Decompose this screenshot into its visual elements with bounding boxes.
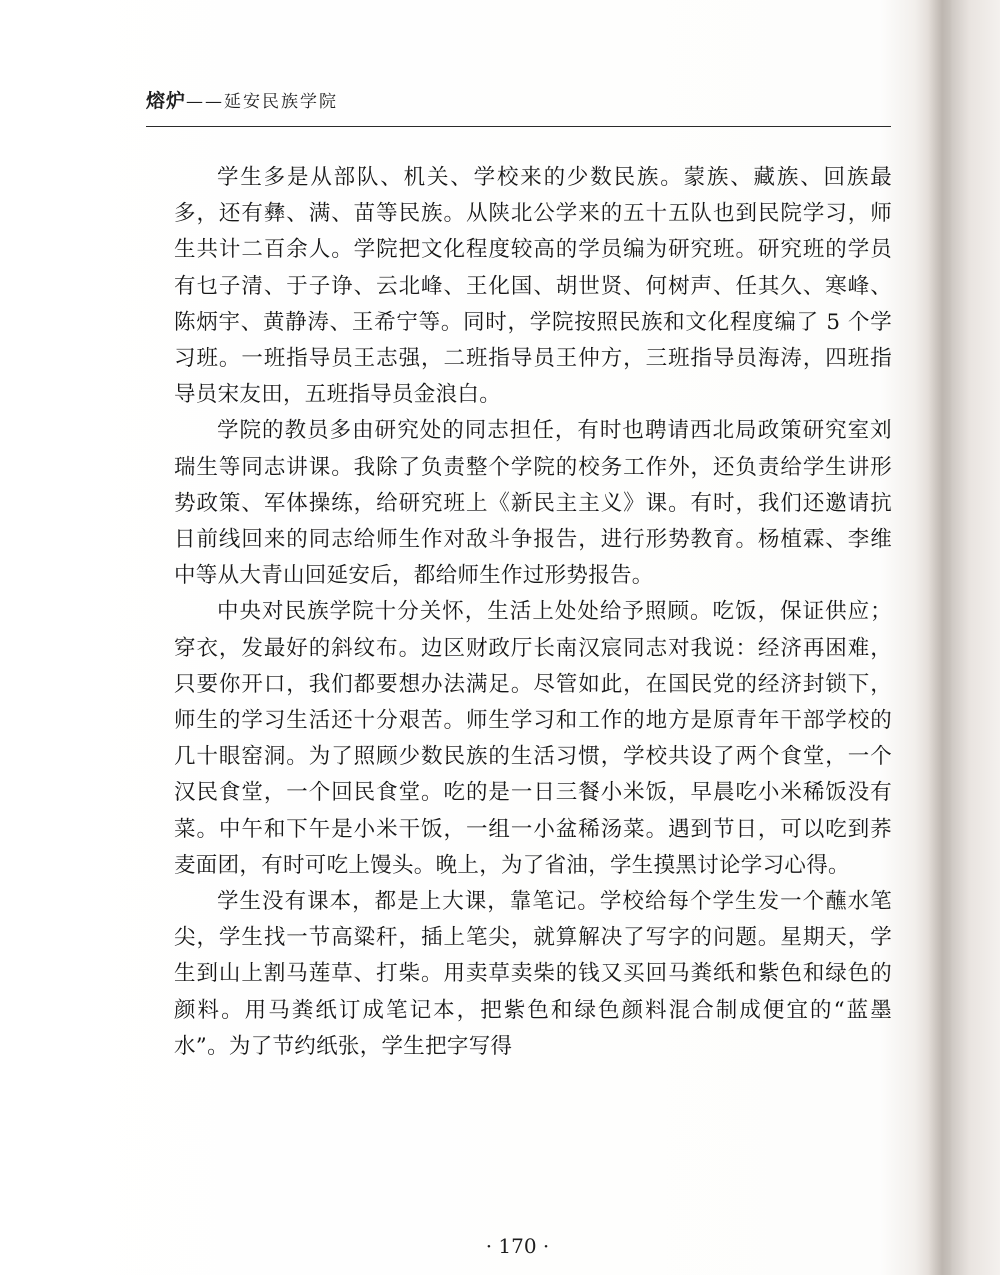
header-separator: —— [186, 92, 225, 112]
paragraph-2: 学院的教员多由研究处的同志担任，有时也聘请西北局政策研究室刘瑞生等同志讲课。我除了负责整个学院的校务工作外，还负责给学生讲形势政策、军体操练，给研究班上《新民主主义》课。有时，我们还邀请抗日前线回来的同志给师生作对敌斗争报告，进行形势教育。杨植霖、李维中等从大青山回延安后，都给师生作过形势报告。 [174, 418, 892, 589]
body-text [174, 160, 892, 1065]
page-spine-shadow [928, 0, 952, 1275]
chapter-title: 延安民族学院 [224, 92, 339, 112]
paragraph-1: 学生多是从部队、机关、学校来的少数民族。蒙族、藏族、回族最多，还有彝、满、苗等民族。从陕北公学来的五十五队也到民院学习，师生共计二百余人。学院把文化程度较高的学员编为研究班。研究班的学员有乜子清、于子诤、云北峰、王化国、胡世贤、何树声、任其久、寒峰、陈炳宇、黄静涛、王希宁等。同时，学院按照民族和文化程度编了 5 个学习班。一班指导员王志强，二班指导员王仲方，三班指导员海涛，四班指导员宋友田，五班指导员金浪白。 [174, 165, 892, 408]
running-header [146, 86, 891, 122]
header-rule [146, 126, 891, 127]
paragraph-3: 中央对民族学院十分关怀，生活上处处给予照顾。吃饭，保证供应；穿衣，发最好的斜纹布。边区财政厅长南汉宸同志对我说：经济再困难，只要你开口，我们都要想办法满足。尽管如此，在国民党的经济封锁下，师生的学习生活还十分艰苦。师生学习和工作的地方是原青年干部学校的几十眼窑洞。为了照顾少数民族的生活习惯，学校共设了两个食堂，一个汉民食堂，一个回民食堂。吃的是一日三餐小米饭，早晨吃小米稀饭没有菜。中午和下午是小米干饭，一组一小盆稀汤菜。遇到节日，可以吃到荞麦面团，有时可吃上馒头。晚上，为了省油，学生摸黑讨论学习心得。 [174, 599, 892, 878]
paragraph-4: 学生没有课本，都是上大课，靠笔记。学校给每个学生发一个蘸水笔尖，学生找一节高粱秆，插上笔尖，就算解决了写字的问题。星期天，学生到山上割马莲草、打柴。用卖草卖柴的钱又买回马粪纸和紫色和绿色的颜料。用马粪纸订成笔记本，把紫色和绿色颜料混合制成便宜的“蓝墨水”。为了节约纸张，学生把字写得 [174, 889, 892, 1059]
page-number: · 170 · [485, 1234, 550, 1258]
book-title: 熔炉 [146, 90, 187, 112]
